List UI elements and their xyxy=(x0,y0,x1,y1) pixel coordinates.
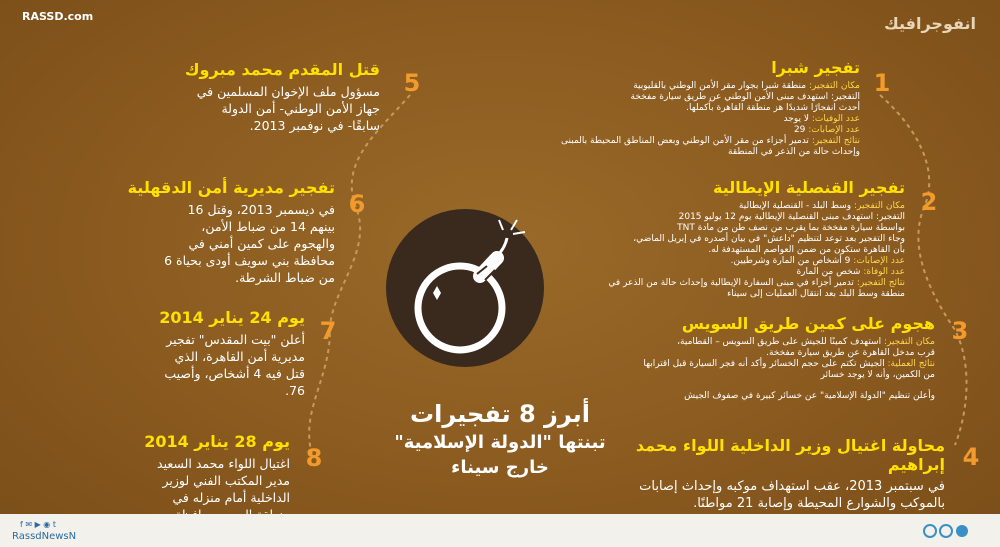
detail-label: نتائج التفجير: xyxy=(811,136,860,146)
number-3: 3 xyxy=(951,317,969,345)
detail-line xyxy=(560,289,905,300)
detail-text: أحدث انفجارًا شديدًا هز منطقة القاهرة بأكملها. xyxy=(686,103,860,113)
detail-line xyxy=(560,103,860,114)
detail-line xyxy=(560,147,860,158)
rassd-logo-icon xyxy=(922,521,972,541)
section-1-title: تفجير شبرا xyxy=(771,58,860,77)
detail-text: شخص من المارة xyxy=(796,267,864,277)
detail-line xyxy=(560,267,905,278)
footer-bar xyxy=(0,514,1000,547)
section-1 xyxy=(560,58,860,158)
source-label: RASSD.com xyxy=(22,10,94,23)
number-5: 5 xyxy=(403,69,421,97)
section-6-title: تفجير مديرية أمن الدقهلية xyxy=(127,178,335,197)
detail-label: نتائج التفجير: xyxy=(856,278,905,288)
number-7: 7 xyxy=(319,317,337,345)
detail-label: مكان التفجير: xyxy=(853,201,905,211)
section-2-details xyxy=(560,201,905,300)
subtitle-line-1: تبنتها "الدولة الإسلامية" xyxy=(394,432,606,453)
section-4-body: في سبتمبر 2013، عقب استهداف موكبه وإحداث إصابات بالموكب والشوارع المحيطة وإصابة 21 مواطنًا. xyxy=(639,479,945,511)
detail-line xyxy=(580,337,935,348)
detail-line xyxy=(560,125,860,136)
detail-text: وجاء التفجير بعد توعد لتنظيم "داعش" في بيان أصدره في إبريل الماضي، xyxy=(633,234,905,244)
detail-text: منطقة شبرا بجوار مقر الأمن الوطني بالقليوبية xyxy=(633,81,809,91)
detail-text: لا يوجد xyxy=(783,114,812,124)
detail-text: منطقة وسط البلد بعد انتقال العمليات إلى سيناء xyxy=(727,289,905,299)
detail-label: مكان التفجير: xyxy=(883,337,935,347)
number-4: 4 xyxy=(962,443,980,471)
detail-line xyxy=(560,81,860,92)
detail-text: تدمير أجزاء في مبنى السفارة الإيطالية وإحداث حالة من الذعر في xyxy=(608,278,857,288)
footer-handle: RassdNewsN xyxy=(12,531,77,542)
detail-text: استهدف كمينًا للجيش على طريق السويس – القطامية، xyxy=(677,337,884,347)
detail-line xyxy=(560,256,905,267)
detail-label: عدد الإصابات: xyxy=(853,256,905,266)
detail-line xyxy=(560,92,860,103)
detail-text: وأعلن تنظيم "الدولة الإسلامية" عن خسائر كبيرة في صفوف الجيش xyxy=(684,391,935,401)
detail-text: قرب مدخل القاهرة عن طريق سيارة مفخخة. xyxy=(766,348,935,358)
bomb-icon xyxy=(385,208,545,368)
detail-line xyxy=(580,370,935,381)
detail-text: الجيش تكتم على حجم الخسائر وأكد أنه فجر السيارة قبل اقترابها xyxy=(643,359,888,369)
detail-text: 29 xyxy=(793,125,809,135)
section-2 xyxy=(560,178,905,300)
section-8-title: يوم 28 يناير 2014 xyxy=(144,432,290,451)
detail-line xyxy=(560,212,905,223)
section-3 xyxy=(580,314,935,402)
section-5-title: قتل المقدم محمد مبروك xyxy=(184,60,380,79)
detail-line xyxy=(560,278,905,289)
detail-text: بواسطة سيارة مفخخة بما يقرب من نصف طن من مادة TNT xyxy=(677,223,905,233)
detail-line xyxy=(560,234,905,245)
detail-text: التفجير: استهدف مبنى الأمن الوطني عن طريق سيارة مفخخة xyxy=(630,92,860,102)
detail-text: تدمير أجزاء من مقر الأمن الوطني وبعض المناطق المحيطة بالمبنى xyxy=(561,136,812,146)
section-8-body: اغتيال اللواء محمد السعيد مدير المكتب الفني لوزير الداخلية أمام منزله في xyxy=(157,456,290,505)
detail-line xyxy=(560,114,860,125)
section-3-title: هجوم على كمين طريق السويس xyxy=(681,314,935,333)
number-8: 8 xyxy=(305,444,323,472)
detail-line xyxy=(560,245,905,256)
detail-line xyxy=(580,359,935,370)
number-6: 6 xyxy=(348,190,366,218)
main-title-block xyxy=(360,400,640,478)
section-4 xyxy=(600,436,945,512)
detail-label: نتائج العملية: xyxy=(887,359,935,369)
number-2: 2 xyxy=(920,188,938,216)
detail-text: التفجير: استهدف مبنى القنصلية الإيطالية يوم 12 يوليو 2015 xyxy=(678,212,905,222)
section-7 xyxy=(160,308,305,399)
section-6-body: في ديسمبر 2013، وقتل 16 بينهم 14 من ضباط الأمن، والهجوم على كمين أمني في محافظة بني سويف أودى بحياة 6 من ضباط الشرطة. xyxy=(164,202,335,285)
number-1: 1 xyxy=(873,69,891,97)
detail-text: 9 أشخاص من المارة وشرطيين. xyxy=(730,256,854,266)
detail-label: عدد الوفيات: xyxy=(811,114,860,124)
main-title: أبرز 8 تفجيرات xyxy=(409,400,591,428)
social-icons: f ✉ ▶ ◉ t xyxy=(20,520,56,529)
detail-label: عدد الوفاة: xyxy=(863,267,905,277)
section-5-body: مسؤول ملف الإخوان المسلمين في جهاز الأمن الوطني- أمن الدولة سابقًا- في نوفمبر 2013. xyxy=(196,84,380,133)
detail-text: وسط البلد - القنصلية الإيطالية xyxy=(738,201,854,211)
detail-text: وإحداث حالة من الذعر في المنطقة xyxy=(728,147,860,157)
detail-text: بأن القاهرة ستكون من ضمن العواصم المستهدفة له. xyxy=(708,245,905,255)
brand-label: انفوجرافيك xyxy=(884,14,976,33)
section-6 xyxy=(127,178,335,286)
detail-line xyxy=(560,201,905,212)
section-7-title: يوم 24 يناير 2014 xyxy=(159,308,305,327)
detail-line xyxy=(560,223,905,234)
detail-line xyxy=(560,136,860,147)
subtitle-line-2: خارج سيناء xyxy=(451,457,549,478)
section-3-details xyxy=(580,337,935,402)
detail-label: مكان التفجير: xyxy=(808,81,860,91)
detail-line xyxy=(580,348,935,359)
section-2-title: تفجير القنصلية الإيطالية xyxy=(713,178,905,197)
section-5 xyxy=(184,60,380,134)
detail-label: عدد الإصابات: xyxy=(808,125,860,135)
detail-text: من الكمين، وأنه لا يوجد خسائر xyxy=(820,370,935,380)
section-1-details xyxy=(560,81,860,158)
section-7-body: أعلن "بيت المقدس" تفجير مديرية أمن القاهرة، الذي قتل فيه 4 أشخاص، وأصيب 76. xyxy=(164,332,305,398)
section-4-title: محاولة اغتيال وزير الداخلية اللواء محمد إبراهيم xyxy=(635,436,945,474)
